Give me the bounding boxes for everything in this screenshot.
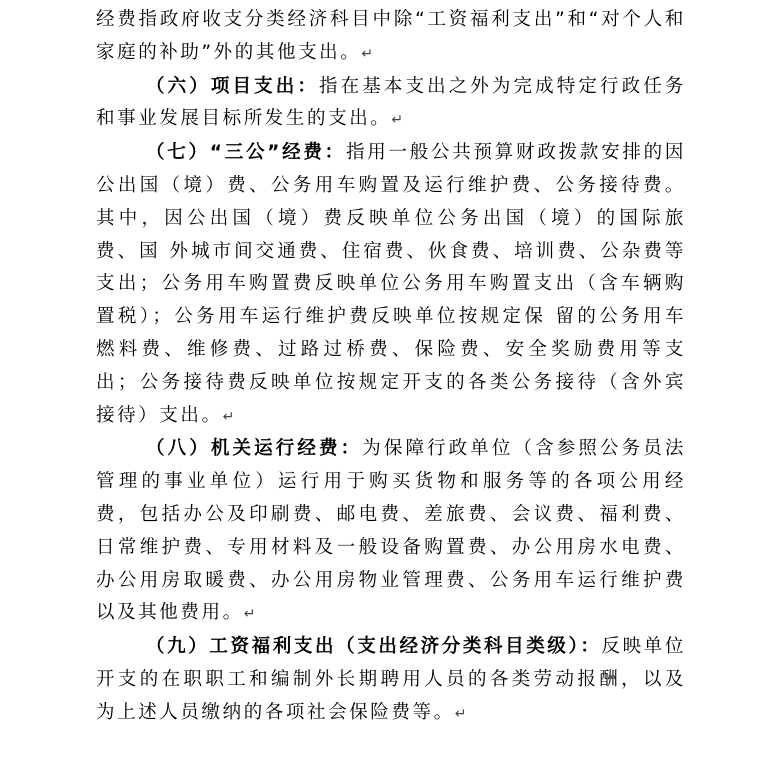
paragraph-mark-icon: ↵	[454, 705, 467, 722]
paragraph-text: 为保障行政单位（含参照公务员法管理的事业单位）运行用于购买货物和服务等的各项公用经费，包括办公及印刷费、邮电费、差旅费、会议费、福利费、日常维护费、专用材料及一般设备购置费、办公用房水电费、办公用房取暖费、办公用房物业管理费、公务用车运行维护费以及其他费用。	[96, 438, 686, 624]
paragraph-heading: （九）工资福利支出（支出经济分类科目类级）：	[146, 636, 602, 658]
paragraph-agency-operating-funds	[96, 433, 686, 631]
paragraph-heading: （七）“三公”经费：	[146, 142, 346, 164]
paragraph-three-public-expenses	[96, 137, 686, 433]
paragraph-project-expenditure	[96, 71, 686, 138]
paragraph-text: 反映单位开支的在职职工和编制外长期聘用人员的各类劳动报酬，以及为上述人员缴纳的各项社会保险费等。	[96, 636, 686, 723]
paragraph-mark-icon: ↵	[361, 45, 374, 62]
paragraph-text: 指用一般公共预算财政拨款安排的因公出国（境）费、公务用车购置及运行维护费、公务接待费。其中，因公出国（境）费反映单位公务出国（境）的国际旅费、国 外城市间交通费、住宿费、伙食费、培训费、公杂费等支出；公务用车购置费反映单位公务用车购置支出（含车辆购置税）；公务用车运行维护费反映单位按规定保 留的公务用车燃料费、维修费、过路过桥费、保险费、安全奖励费用等支出；公务接待费反映单位按规定开支的各类公务接待（含外宾接待）支出。	[96, 142, 686, 426]
paragraph-text: 经费指政府收支分类经济科目中除“工资福利支出”和“对个人和家庭的补助”外的其他支出。	[96, 9, 686, 63]
paragraph-text: 指在基本支出之外为完成特定行政任务和事业发展目标所发生的支出。	[96, 75, 686, 130]
paragraph-mark-icon: ↵	[243, 606, 256, 623]
paragraph-heading: （六）项目支出：	[146, 75, 319, 97]
paragraph-heading: （八）机关运行经费：	[146, 438, 363, 460]
paragraph-mark-icon: ↵	[222, 408, 235, 425]
paragraph-continued	[96, 4, 686, 71]
document-body	[96, 4, 686, 731]
paragraph-salary-welfare	[96, 631, 686, 730]
paragraph-mark-icon: ↵	[391, 112, 404, 129]
